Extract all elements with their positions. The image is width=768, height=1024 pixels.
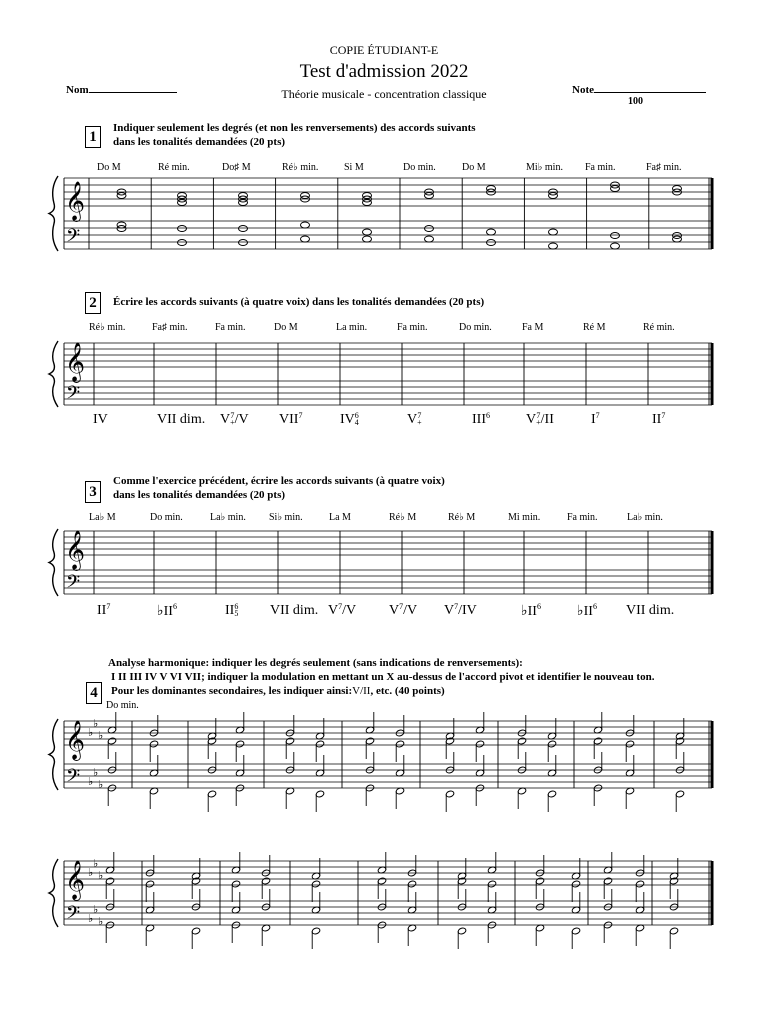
exercise-2-key-1: Ré♭ min. — [89, 322, 126, 333]
exercise-3-key-1: La♭ M — [89, 512, 116, 523]
exercise-2-system — [49, 341, 712, 408]
numeral-figures: 7 — [454, 602, 459, 611]
exercise-4-secondary-dominant-example: V/II — [352, 685, 371, 697]
exercise-4-instruction-line3-a: Pour les dominantes secondaires, les indiquer ainsi: — [111, 685, 353, 697]
flat-icon: ♭ — [93, 903, 99, 916]
numeral-base: V — [526, 412, 537, 427]
exercise-3-key-4: Si♭ min. — [269, 512, 303, 523]
exercise-1-key-4: Ré♭ min. — [282, 162, 319, 173]
exercise-2-key-8: Fa M — [522, 322, 544, 333]
exercise-4-instruction-line1: Analyse harmonique: indiquer les degrés seulement (sans indications de renversements): — [108, 657, 523, 669]
exercise-2-key-2: Fa♯ min. — [152, 322, 188, 333]
flat-icon: ♭ — [98, 915, 104, 928]
half-note — [235, 740, 244, 748]
half-note — [475, 740, 484, 748]
exercise-2-key-7: Do min. — [459, 322, 492, 333]
exercise-4-system-2 — [49, 852, 712, 949]
treble-clef-icon: 𝄞 — [65, 530, 86, 570]
exercise-4-key-label: Do min. — [106, 700, 139, 711]
whole-note — [178, 240, 187, 246]
numeral-base: ♭II — [577, 604, 593, 619]
half-note — [311, 880, 320, 888]
half-note — [311, 927, 320, 935]
half-note — [487, 880, 496, 888]
numeral-figures: 6 — [486, 411, 490, 420]
numeral-figures: 7 — [298, 411, 303, 420]
half-note — [547, 790, 556, 798]
numeral-base: II — [97, 603, 107, 618]
half-note — [603, 877, 612, 885]
half-note — [669, 927, 678, 935]
bass-clef-icon: 𝄢 — [66, 903, 81, 928]
whole-note — [301, 236, 310, 242]
exercise-1-key-5: Si M — [344, 162, 364, 173]
numeral-base: ♭II — [157, 604, 173, 619]
half-note — [285, 737, 294, 745]
half-note — [207, 790, 216, 798]
half-note — [377, 877, 386, 885]
half-note — [191, 927, 200, 935]
exercise-1-system — [49, 176, 712, 251]
half-note — [145, 880, 154, 888]
exercise-2-number: 2 — [85, 292, 101, 314]
flat-icon: ♭ — [93, 766, 99, 779]
exercise-1-key-10: Fa♯ min. — [646, 162, 682, 173]
half-note — [261, 877, 270, 885]
whole-note — [239, 226, 248, 232]
whole-note — [363, 236, 372, 242]
numeral-figures: 6 — [592, 602, 597, 611]
exercise-1-instruction-line1: Indiquer seulement les degrés (et non les renversements) des accords suivants — [113, 122, 476, 134]
whole-note — [611, 243, 620, 249]
flat-icon: ♭ — [88, 775, 94, 788]
half-note — [625, 740, 634, 748]
half-note — [593, 737, 602, 745]
numeral-base: IV — [93, 412, 108, 427]
numeral-base: V — [389, 603, 400, 618]
numeral-base: V — [328, 603, 339, 618]
numeral-base: VII — [279, 412, 299, 427]
page-subtitle: Théorie musicale - concentration classique — [281, 87, 487, 101]
whole-note — [301, 222, 310, 228]
half-note — [517, 737, 526, 745]
numeral-base: V — [220, 412, 231, 427]
numeral-figures: 7 + — [230, 411, 235, 427]
exercise-2-key-10: Ré min. — [643, 322, 675, 333]
numeral-base: VII dim. — [270, 603, 319, 618]
half-note — [571, 927, 580, 935]
exercise-4-system-1 — [49, 712, 712, 812]
numeral-figures: 7 — [338, 602, 343, 611]
grade-denominator: 100 — [628, 96, 643, 107]
exercise-1-key-1: Do M — [97, 162, 121, 173]
exercise-3-number: 3 — [85, 481, 101, 503]
whole-note — [611, 233, 620, 239]
exercise-1-key-2: Ré min. — [158, 162, 190, 173]
treble-clef-icon: 𝄞 — [65, 342, 86, 382]
numeral-figures: 7 — [399, 602, 404, 611]
half-note — [107, 737, 116, 745]
half-note — [315, 740, 324, 748]
half-note — [231, 880, 240, 888]
flat-icon: ♭ — [98, 869, 104, 882]
exercise-3-key-6: Ré♭ M — [389, 512, 417, 523]
brace — [49, 341, 58, 407]
exercise-2-key-5: La min. — [336, 322, 368, 333]
flat-icon: ♭ — [88, 726, 94, 739]
flat-icon: ♭ — [93, 857, 99, 870]
numeral-figures: 7 + — [417, 411, 422, 427]
numeral-figures: 6 — [536, 602, 541, 611]
whole-note — [487, 240, 496, 246]
numeral-base: ♭II — [521, 604, 537, 619]
half-note — [535, 877, 544, 885]
exercise-3-key-2: Do min. — [150, 512, 183, 523]
whole-note — [239, 240, 248, 246]
exercise-1-key-9: Fa min. — [585, 162, 616, 173]
numeral-figures: 7 + — [536, 411, 541, 427]
half-note — [675, 790, 684, 798]
whole-note — [363, 229, 372, 235]
exercise-3-instruction-line2: dans les tonalités demandées (20 pts) — [113, 489, 286, 501]
exercise-3-key-3: La♭ min. — [210, 512, 246, 523]
half-note — [365, 737, 374, 745]
exercise-2-instruction: Écrire les accords suivants (à quatre voix) dans les tonalités demandées (20 pts) — [113, 296, 485, 308]
exercise-2-key-9: Ré M — [583, 322, 606, 333]
treble-clef-icon: 𝄞 — [65, 720, 86, 760]
half-note — [571, 880, 580, 888]
flat-icon: ♭ — [98, 729, 104, 742]
half-note — [149, 740, 158, 748]
flat-icon: ♭ — [88, 866, 94, 879]
numeral-figures: 7 — [106, 602, 111, 611]
exercise-4-instruction-line2: I II III IV V VI VII; indiquer la modulation en mettant un X au-dessus de l'accord pivot et identifier le nouveau ton. — [111, 671, 655, 683]
exercise-1-number: 1 — [85, 126, 101, 148]
whole-note — [425, 226, 434, 232]
page-title: Test d'admission 2022 — [299, 61, 469, 82]
copy-label: COPIE ÉTUDIANT-E — [329, 43, 439, 57]
half-note — [635, 880, 644, 888]
exercise-4-instruction-line3-b: , etc. (40 points) — [370, 685, 445, 697]
bass-clef-icon: 𝄢 — [66, 383, 81, 408]
brace — [49, 859, 58, 927]
exercise-3-system — [49, 529, 712, 597]
half-note — [105, 877, 114, 885]
numeral-base: V — [407, 412, 418, 427]
numeral-base: IV — [340, 412, 355, 427]
grade-label: Note — [572, 84, 594, 96]
half-note — [457, 927, 466, 935]
exercise-3-key-7: Ré♭ M — [448, 512, 476, 523]
numeral-applied-target: /IV — [458, 603, 477, 618]
numeral-figures: 7 — [661, 411, 666, 420]
whole-note — [178, 226, 187, 232]
exercise-1-key-7: Do M — [462, 162, 486, 173]
numeral-figures: 6 — [172, 602, 177, 611]
bass-clef-icon: 𝄢 — [66, 226, 81, 251]
numeral-applied-target: /V — [342, 603, 357, 618]
exercise-2-key-4: Do M — [274, 322, 298, 333]
numeral-applied-target: /II — [540, 412, 554, 427]
exercise-3-key-5: La M — [329, 512, 351, 523]
exercise-1-key-8: Mi♭ min. — [526, 162, 563, 173]
brace — [49, 529, 58, 596]
flat-icon: ♭ — [93, 717, 99, 730]
numeral-figures: 6 4 — [354, 411, 359, 427]
numeral-base: VII dim. — [626, 603, 675, 618]
exercise-3-key-10: La♭ min. — [627, 512, 663, 523]
whole-note — [549, 243, 558, 249]
exercise-3-instruction-line1: Comme l'exercice précédent, écrire les accords suivants (à quatre voix) — [113, 475, 445, 487]
exercise-1-key-3: Do♯ M — [222, 162, 251, 173]
numeral-figures: 7 — [595, 411, 600, 420]
numeral-base: V — [444, 603, 455, 618]
half-note — [315, 790, 324, 798]
numeral-base: II — [652, 412, 662, 427]
whole-note — [425, 236, 434, 242]
brace — [49, 176, 58, 251]
numeral-base: I — [591, 412, 596, 427]
exercise-1-key-6: Do min. — [403, 162, 436, 173]
name-label: Nom — [66, 84, 89, 96]
treble-clef-icon: 𝄞 — [65, 860, 86, 900]
brace — [49, 719, 58, 790]
exercise-2-key-6: Fa min. — [397, 322, 428, 333]
bass-clef-icon: 𝄢 — [66, 766, 81, 791]
exercise-3-key-9: Fa min. — [567, 512, 598, 523]
bass-clef-icon: 𝄢 — [66, 572, 81, 597]
exercise-3-key-8: Mi min. — [508, 512, 541, 523]
flat-icon: ♭ — [98, 778, 104, 791]
exercise-2-key-3: Fa min. — [215, 322, 246, 333]
numeral-applied-target: /V — [403, 603, 418, 618]
half-note — [445, 790, 454, 798]
treble-clef-icon: 𝄞 — [65, 181, 86, 221]
whole-note — [487, 229, 496, 235]
numeral-base: VII dim. — [157, 412, 206, 427]
flat-icon: ♭ — [88, 912, 94, 925]
numeral-base: II — [225, 603, 235, 618]
numeral-base: III — [472, 412, 486, 427]
numeral-figures: 6 5 — [234, 602, 239, 618]
whole-note — [549, 229, 558, 235]
exercise-4-number: 4 — [86, 682, 102, 704]
half-note — [547, 740, 556, 748]
half-note — [395, 740, 404, 748]
numeral-applied-target: /V — [234, 412, 249, 427]
exercise-1-instruction-line2: dans les tonalités demandées (20 pts) — [113, 136, 286, 148]
half-note — [407, 880, 416, 888]
